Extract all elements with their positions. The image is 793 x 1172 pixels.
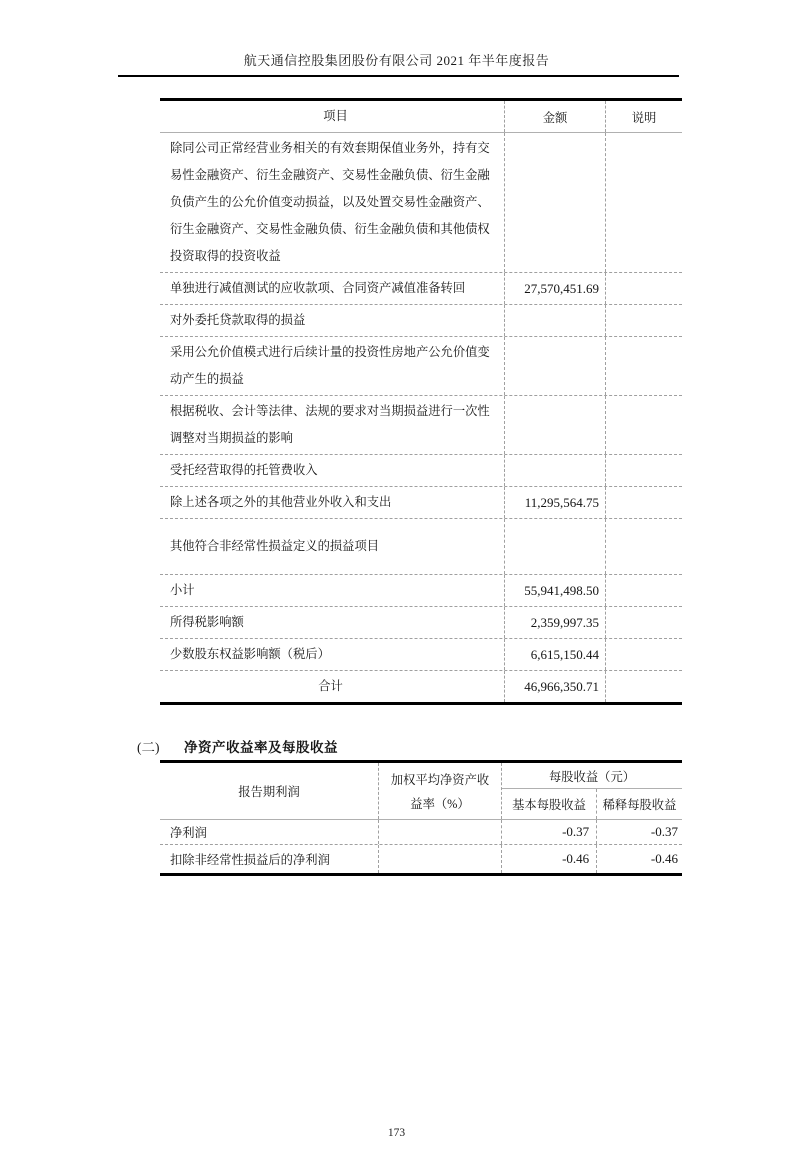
item-cell: 合计 — [160, 671, 505, 702]
header-divider — [118, 75, 679, 77]
amount-cell: 2,359,997.35 — [505, 607, 606, 638]
amount-cell — [505, 455, 606, 486]
roe-header-line1: 加权平均净资产收 — [390, 773, 490, 787]
table-row — [160, 519, 682, 575]
table-header-row — [160, 101, 682, 133]
amount-cell: 55,941,498.50 — [505, 575, 606, 606]
column-header-profit-period: 报告期利润 — [160, 763, 379, 819]
roe-cell — [379, 845, 503, 873]
note-cell — [606, 305, 682, 336]
table-row-subtotal — [160, 575, 682, 607]
item-cell: 所得税影响额 — [160, 607, 505, 638]
column-header-note: 说明 — [631, 110, 657, 125]
page-number: 173 — [387, 1127, 406, 1139]
note-cell — [606, 133, 682, 272]
column-header-basic-eps: 基本每股收益 — [502, 789, 597, 819]
item-cell: 采用公允价值模式进行后续计量的投资性房地产公允价值变动产生的损益 — [160, 337, 505, 395]
item-cell: 除同公司正常经营业务相关的有效套期保值业务外，持有交易性金融资产、衍生金融资产、交易性金融负债、衍生金融负债产生的公允价值变动损益，以及处置交易性金融资产、衍生金融资产、交易性金融负债、衍生金融负债和其他债权投资取得的投资收益 — [160, 133, 505, 272]
item-cell: 根据税收、会计等法律、法规的要求对当期损益进行一次性调整对当期损益的影响 — [160, 396, 505, 454]
note-cell — [606, 671, 682, 702]
document-header-title: 航天通信控股集团股份有限公司 2021 年半年度报告 — [243, 53, 550, 68]
amount-cell — [505, 305, 606, 336]
note-cell — [606, 487, 682, 518]
column-group-header-eps: 每股收益（元） — [502, 763, 682, 789]
note-cell — [606, 575, 682, 606]
item-cell: 小计 — [160, 575, 505, 606]
table-row — [160, 845, 682, 873]
roe-header-line2: 益率（%） — [410, 797, 470, 811]
amount-cell: 6,615,150.44 — [505, 639, 606, 670]
table-row — [160, 487, 682, 519]
column-header-item: 项目 — [160, 101, 505, 132]
table-row — [160, 273, 682, 305]
section-heading — [137, 736, 793, 756]
table-row — [160, 133, 682, 273]
item-cell: 少数股东权益影响额（税后） — [160, 639, 505, 670]
note-cell — [606, 337, 682, 395]
note-cell — [606, 455, 682, 486]
non-recurring-items-table — [160, 98, 682, 705]
diluted-eps-cell: -0.37 — [650, 824, 678, 839]
table-row-total — [160, 671, 682, 702]
amount-cell — [505, 396, 606, 454]
amount-cell: 46,966,350.71 — [505, 671, 606, 702]
note-cell — [606, 519, 682, 574]
section-number: (二) — [137, 740, 160, 755]
basic-eps-cell: -0.46 — [502, 845, 597, 873]
note-cell — [606, 273, 682, 304]
note-cell — [606, 639, 682, 670]
roe-eps-table — [160, 760, 682, 876]
item-cell: 其他符合非经常性损益定义的损益项目 — [160, 519, 505, 574]
column-header-weighted-roe — [379, 763, 502, 819]
table-header — [160, 763, 682, 820]
table-row — [160, 820, 682, 845]
table-row — [160, 455, 682, 487]
item-cell: 扣除非经常性损益后的净利润 — [160, 845, 379, 873]
column-header-amount: 金额 — [505, 101, 606, 132]
table-row — [160, 396, 682, 455]
table-row — [160, 639, 682, 671]
item-cell: 除上述各项之外的其他营业外收入和支出 — [160, 487, 505, 518]
amount-cell — [505, 337, 606, 395]
note-cell — [606, 396, 682, 454]
amount-cell — [505, 133, 606, 272]
table-row — [160, 305, 682, 337]
note-cell — [606, 607, 682, 638]
amount-cell — [505, 519, 606, 574]
amount-cell: 27,570,451.69 — [505, 273, 606, 304]
section-title: 净资产收益率及每股收益 — [184, 740, 338, 755]
item-cell: 对外委托贷款取得的损益 — [160, 305, 505, 336]
amount-cell: 11,295,564.75 — [505, 487, 606, 518]
table-row — [160, 337, 682, 396]
roe-cell — [379, 820, 503, 844]
table-row — [160, 607, 682, 639]
column-header-diluted-eps: 稀释每股收益 — [602, 798, 677, 812]
diluted-eps-cell: -0.46 — [650, 851, 678, 866]
item-cell: 受托经营取得的托管费收入 — [160, 455, 505, 486]
item-cell: 净利润 — [160, 820, 379, 844]
item-cell: 单独进行减值测试的应收款项、合同资产减值准备转回 — [160, 273, 505, 304]
basic-eps-cell: -0.37 — [502, 820, 597, 844]
